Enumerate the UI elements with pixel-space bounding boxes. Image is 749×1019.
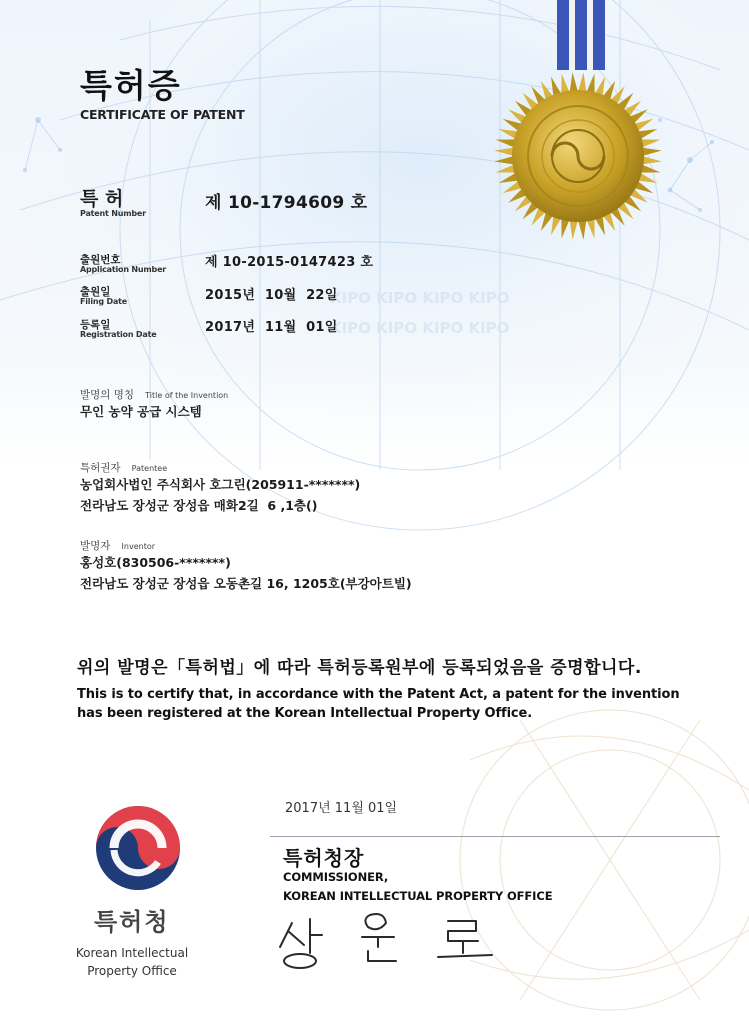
certification-text-en-1: This is to certify that, in accordance with the Patent Act, a patent for the invention — [77, 687, 680, 702]
seal-ray — [494, 148, 514, 156]
patent-number-label: 특 허 — [80, 188, 124, 210]
inventor-label-en: Inventor — [121, 542, 156, 551]
application-number-value: 제 10-2015-0147423 호 — [205, 255, 374, 270]
patentee-label-en: Patentee — [131, 464, 168, 473]
invention-title: 무인 농약 공급 시스템 — [80, 404, 202, 419]
invention-label-en: Title of the Invention — [145, 391, 229, 400]
certification-text-en-2: has been registered at the Korean Intellectual Property Office. — [77, 706, 533, 721]
kipo-logo-icon — [88, 798, 188, 898]
seal-ray — [494, 156, 514, 164]
application-number-label: 출원번호 — [80, 254, 121, 266]
seal-ray — [578, 72, 586, 92]
signature-divider — [270, 836, 720, 837]
inventor-address: 전라남도 장성군 장성읍 오동촌길 16, 1205호(부강아트빌) — [80, 576, 412, 591]
commissioner-title-en-1: COMMISSIONER, — [283, 870, 389, 884]
gold-seal-icon — [492, 70, 664, 242]
certificate-title: 특허증 — [80, 66, 182, 105]
patent-number-label-en: Patent Number — [80, 209, 146, 218]
certificate-title-en: CERTIFICATE OF PATENT — [80, 107, 245, 122]
seal-ribbon — [557, 0, 617, 70]
inventor-name: 홍성호(830506-*******) — [80, 555, 231, 570]
office-name-en-1: Korean Intellectual — [75, 946, 189, 960]
patentee-label-row — [80, 456, 167, 475]
inventor-label: 발명자 — [80, 540, 111, 552]
patentee-address: 전라남도 장성군 장성읍 매화2길 6 ,1층() — [80, 498, 318, 513]
filing-date-value: 2015년 10월 22일 — [205, 288, 338, 303]
application-number-label-en: Application Number — [80, 265, 167, 274]
registration-date-label-en: Registration Date — [80, 330, 157, 339]
certification-text-ko: 위의 발명은「특허법」에 따라 특허등록원부에 등록되었음을 증명합니다. — [77, 658, 642, 678]
filing-date-label-en: Filing Date — [80, 297, 127, 306]
commissioner-title: 특허청장 — [283, 846, 365, 870]
seal-ray — [570, 72, 578, 92]
watermark-text: KIPO KIPO KIPO KIPO — [330, 319, 510, 337]
registration-date-label: 등록일 — [80, 319, 111, 331]
filing-date-label: 출원일 — [80, 286, 111, 298]
office-name: 특허청 — [94, 908, 170, 936]
handwritten-signature — [270, 905, 520, 975]
commissioner-title-en-2: KOREAN INTELLECTUAL PROPERTY OFFICE — [283, 889, 553, 903]
registration-date-value: 2017년 11월 01일 — [205, 320, 338, 335]
patent-number-value: 제 10-1794609 호 — [205, 193, 368, 213]
issue-date: 2017년 11월 01일 — [285, 801, 398, 816]
inventor-label-row — [80, 534, 155, 553]
seal-ray — [642, 156, 662, 164]
seal-ray — [642, 148, 662, 156]
seal-ray — [578, 220, 586, 240]
patentee-label: 특허권자 — [80, 462, 121, 474]
office-name-en-2: Property Office — [87, 964, 177, 978]
invention-label-row — [80, 383, 228, 402]
invention-label: 발명의 명칭 — [80, 389, 135, 401]
seal-ray — [570, 220, 578, 240]
watermark-text: KIPO KIPO KIPO KIPO — [330, 289, 510, 307]
patentee-name: 농업회사법인 주식회사 호그린(205911-*******) — [80, 477, 361, 492]
